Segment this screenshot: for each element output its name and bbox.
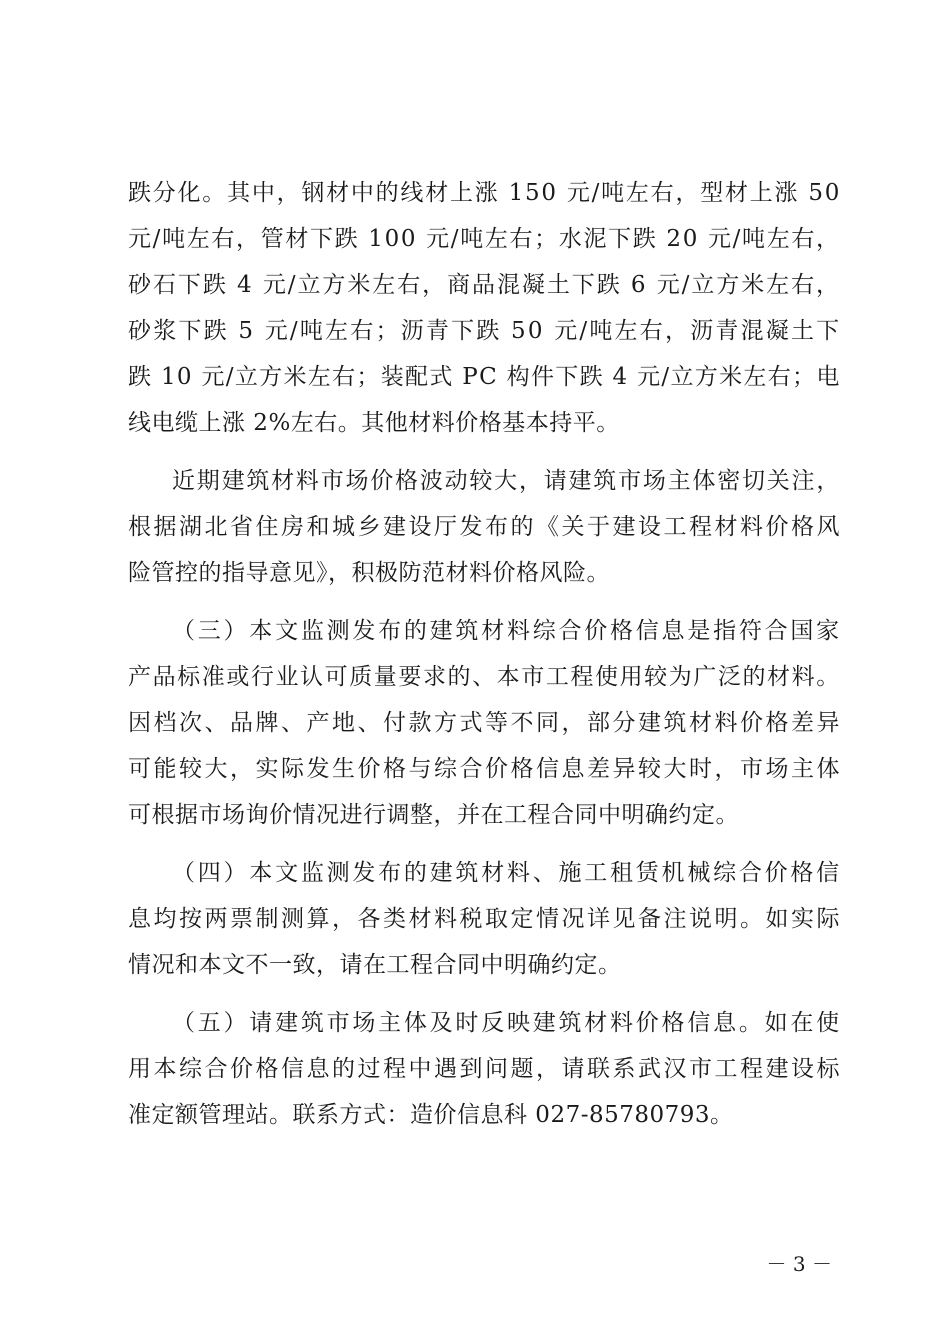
text-line: 可根据市场询价情况进行调整，并在工程合同中明确约定。 bbox=[128, 802, 739, 828]
text-line: 跌 1 0 元 / 立 方 米 左 右 ； 装 配 式 P C 构 件 下 跌 4 元 / 立 方 米 左 右 ； 电 bbox=[128, 364, 840, 390]
page-number: － 3 － bbox=[766, 1252, 832, 1276]
text-line: （ 三 ） 本 文 监 测 发 布 的 建 筑 材 料 综 合 价 格 信 息 是 指 符 合 国 家 bbox=[172, 618, 840, 644]
text-line: 因 档 次 、 品 牌 、 产 地 、 付 款 方 式 等 不 同 ， 部 分 建 筑 材 料 价 格 差 异 bbox=[128, 710, 840, 736]
paragraph-price-changes bbox=[128, 170, 840, 446]
text-line: 线电缆上涨 2%左右。其他材料价格基本持平。 bbox=[128, 410, 620, 436]
text-line: 近 期 建 筑 材 料 市 场 价 格 波 动 较 大 ， 请 建 筑 市 场 主 体 密 切 关 注 ， bbox=[172, 468, 840, 494]
text-line: 可 能 较 大 ， 实 际 发 生 价 格 与 综 合 价 格 信 息 差 异 较 大 时 ， 市 场 主 体 bbox=[128, 756, 840, 782]
paragraph-section-five bbox=[128, 1000, 840, 1138]
text-line: 砂 浆 下 跌 5 元 / 吨 左 右 ； 沥 青 下 跌 5 0 元 / 吨 左 右 ， 沥 青 混 凝 土 下 bbox=[128, 318, 840, 344]
text-line: 元 / 吨 左 右 ， 管 材 下 跌 1 0 0 元 / 吨 左 右 ； 水 泥 下 跌 2 0 元 / 吨 左 右 ， bbox=[128, 226, 840, 252]
text-line: （ 四 ） 本 文 监 测 发 布 的 建 筑 材 料 、 施 工 租 赁 机 械 综 合 价 格 信 bbox=[172, 860, 840, 886]
text-line: 险管控的指导意见》，积极防范材料价格风险。 bbox=[128, 560, 610, 586]
text-line: 准定额管理站。联系方式：造价信息科 027-85780793。 bbox=[128, 1102, 734, 1128]
text-line: 息 均 按 两 票 制 测 算 ， 各 类 材 料 税 取 定 情 况 详 见 备 注 说 明 。 如 实 际 bbox=[128, 906, 840, 932]
text-line: 砂 石 下 跌 4 元 / 立 方 米 左 右 ， 商 品 混 凝 土 下 跌 6 元 / 立 方 米 左 右 ， bbox=[128, 272, 840, 298]
text-line: （ 五 ） 请 建 筑 市 场 主 体 及 时 反 映 建 筑 材 料 价 格 信 息 。 如 在 使 bbox=[172, 1010, 840, 1036]
text-line: 根 据 湖 北 省 住 房 和 城 乡 建 设 厅 发 布 的 《 关 于 建 设 工 程 材 料 价 格 风 bbox=[128, 514, 840, 540]
text-line: 产 品 标 准 或 行 业 认 可 质 量 要 求 的 、 本 市 工 程 使 用 较 为 广 泛 的 材 料 。 bbox=[128, 664, 840, 690]
text-line: 情况和本文不一致，请在工程合同中明确约定。 bbox=[128, 952, 622, 978]
text-line: 跌 分 化 。 其 中 ， 钢 材 中 的 线 材 上 涨 1 5 0 元 / 吨 左 右 ， 型 材 上 涨 5 0 bbox=[128, 180, 840, 206]
text-line: 用 本 综 合 价 格 信 息 的 过 程 中 遇 到 问 题 ， 请 联 系 武 汉 市 工 程 建 设 标 bbox=[128, 1056, 840, 1082]
paragraph-risk-notice bbox=[128, 458, 840, 596]
document-body bbox=[128, 170, 840, 1138]
paragraph-section-four bbox=[128, 850, 840, 988]
paragraph-section-three bbox=[128, 608, 840, 838]
